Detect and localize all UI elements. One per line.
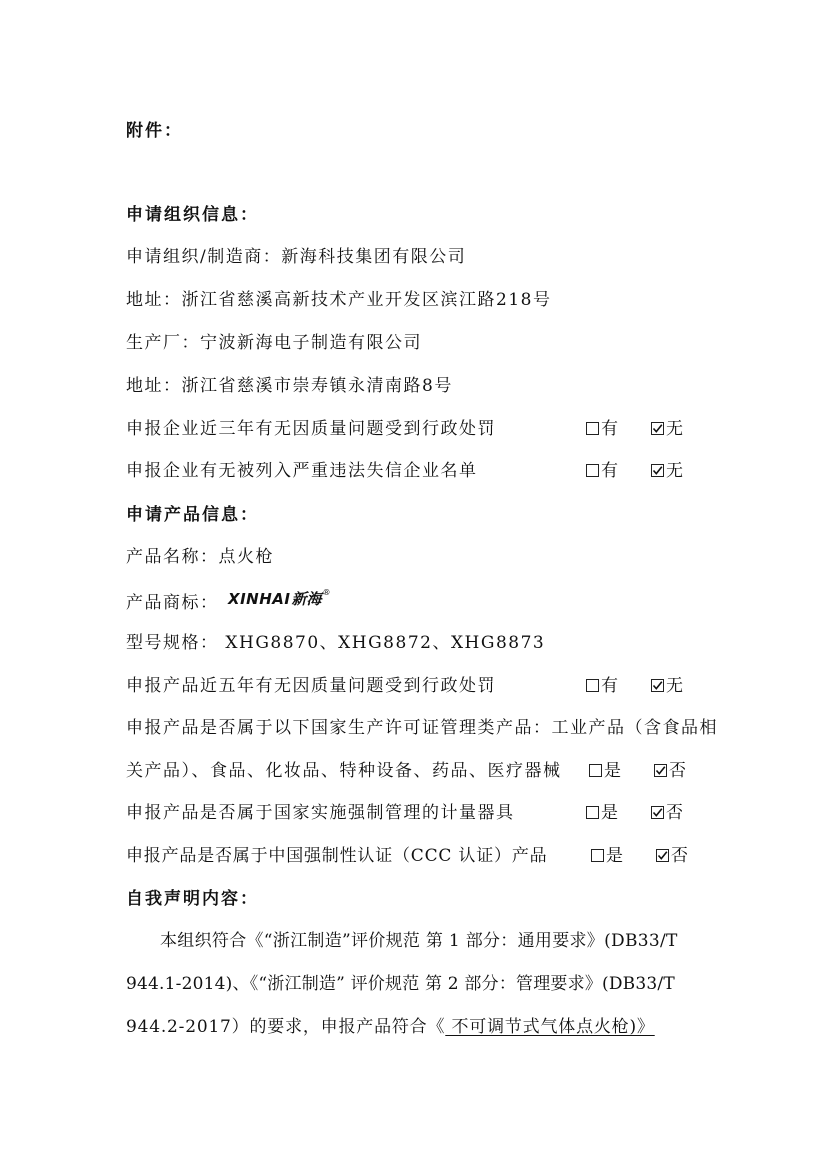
checkbox-empty-icon[interactable]: [586, 679, 599, 692]
q4-text-line1: 申报产品是否属于以下国家生产许可证管理类产品：工业产品（含食品相: [126, 718, 718, 738]
checkbox-empty-icon[interactable]: [591, 849, 604, 862]
models-line: 型号规格： XHG8870、XHG8872、XHG8873: [126, 633, 546, 653]
q6-option-a[interactable]: [591, 845, 623, 867]
standard-name-underlined: 不可调节式气体点火枪)》: [445, 1017, 655, 1037]
checkbox-checked-icon[interactable]: [656, 849, 669, 862]
q6-option-b-label: 否: [671, 846, 688, 866]
q1-option-b[interactable]: [651, 418, 683, 440]
q4-option-b[interactable]: [654, 760, 686, 782]
checkbox-empty-icon[interactable]: [586, 464, 599, 477]
q5-text: 申报产品是否属于国家实施强制管理的计量器具: [126, 803, 515, 823]
q3-option-a-label: 有: [601, 676, 618, 696]
q5-option-a-label: 是: [601, 803, 618, 823]
product-section-heading: 申请产品信息：: [126, 505, 259, 525]
checkbox-checked-icon[interactable]: [651, 679, 664, 692]
q2-option-a-label: 有: [601, 461, 618, 481]
declaration-line-1: 本组织符合《“浙江制造”评价规范 第 1 部分：通用要求》(DB33/T: [160, 931, 678, 951]
logo-latin-text: XINHAI: [228, 590, 291, 608]
checkbox-checked-icon[interactable]: [651, 422, 664, 435]
q2-text: 申报企业有无被列入严重违法失信企业名单: [126, 461, 478, 481]
q3-text: 申报产品近五年有无因质量问题受到行政处罚: [126, 676, 496, 696]
q3-option-b[interactable]: [651, 675, 683, 697]
factory-line: 生产厂：宁波新海电子制造有限公司: [126, 333, 422, 353]
q6-option-b[interactable]: [656, 845, 688, 867]
attachment-label: 附件：: [126, 121, 183, 141]
registered-mark-icon: ®: [322, 588, 331, 597]
factory-address-line: 地址：浙江省慈溪市崇寿镇永清南路8号: [126, 376, 453, 396]
q6-text: 申报产品是否属于中国强制性认证（CCC 认证）产品: [126, 846, 548, 866]
q1-option-a-label: 有: [601, 419, 618, 439]
declaration-line-2: 944.1-2014)、《“浙江制造” 评价规范 第 2 部分：管理要求》(DB33/T: [126, 974, 675, 994]
checkbox-empty-icon[interactable]: [589, 764, 602, 777]
q2-option-a[interactable]: [586, 460, 618, 482]
applicant-line: 申请组织/制造商：新海科技集团有限公司: [126, 247, 467, 267]
declaration-line-3-prefix: 944.2-2017）的要求，申报产品符合《: [126, 1017, 446, 1037]
q4-text-line2: 关产品）、食品、化妆品、特种设备、药品、医疗器械: [126, 761, 562, 781]
q5-option-b-label: 否: [666, 803, 683, 823]
q5-option-a[interactable]: [586, 802, 618, 824]
q4-option-a-label: 是: [604, 761, 621, 781]
q1-option-b-label: 无: [666, 419, 683, 439]
q4-option-a[interactable]: [589, 760, 621, 782]
q4-option-b-label: 否: [669, 761, 686, 781]
q5-option-b[interactable]: [651, 802, 683, 824]
applicant-address-line: 地址：浙江省慈溪高新技术产业开发区滨江路218号: [126, 290, 552, 310]
q6-option-a-label: 是: [606, 846, 623, 866]
org-section-heading: 申请组织信息：: [126, 205, 259, 225]
xinhai-brand-logo: [228, 588, 330, 612]
q3-option-a[interactable]: [586, 675, 618, 697]
q2-option-b-label: 无: [666, 461, 683, 481]
checkbox-checked-icon[interactable]: [654, 764, 667, 777]
product-name-line: 产品名称：点火枪: [126, 547, 274, 567]
brand-label: 产品商标：: [126, 593, 219, 613]
declaration-line-3: [126, 1016, 655, 1038]
checkbox-empty-icon[interactable]: [586, 422, 599, 435]
declaration-heading: 自我声明内容：: [126, 889, 259, 909]
q2-option-b[interactable]: [651, 460, 683, 482]
checkbox-checked-icon[interactable]: [651, 806, 664, 819]
checkbox-empty-icon[interactable]: [586, 806, 599, 819]
checkbox-checked-icon[interactable]: [651, 464, 664, 477]
q1-text: 申报企业近三年有无因质量问题受到行政处罚: [126, 419, 496, 439]
q3-option-b-label: 无: [666, 676, 683, 696]
logo-chinese-text: 新海: [291, 590, 322, 608]
q1-option-a[interactable]: [586, 418, 618, 440]
